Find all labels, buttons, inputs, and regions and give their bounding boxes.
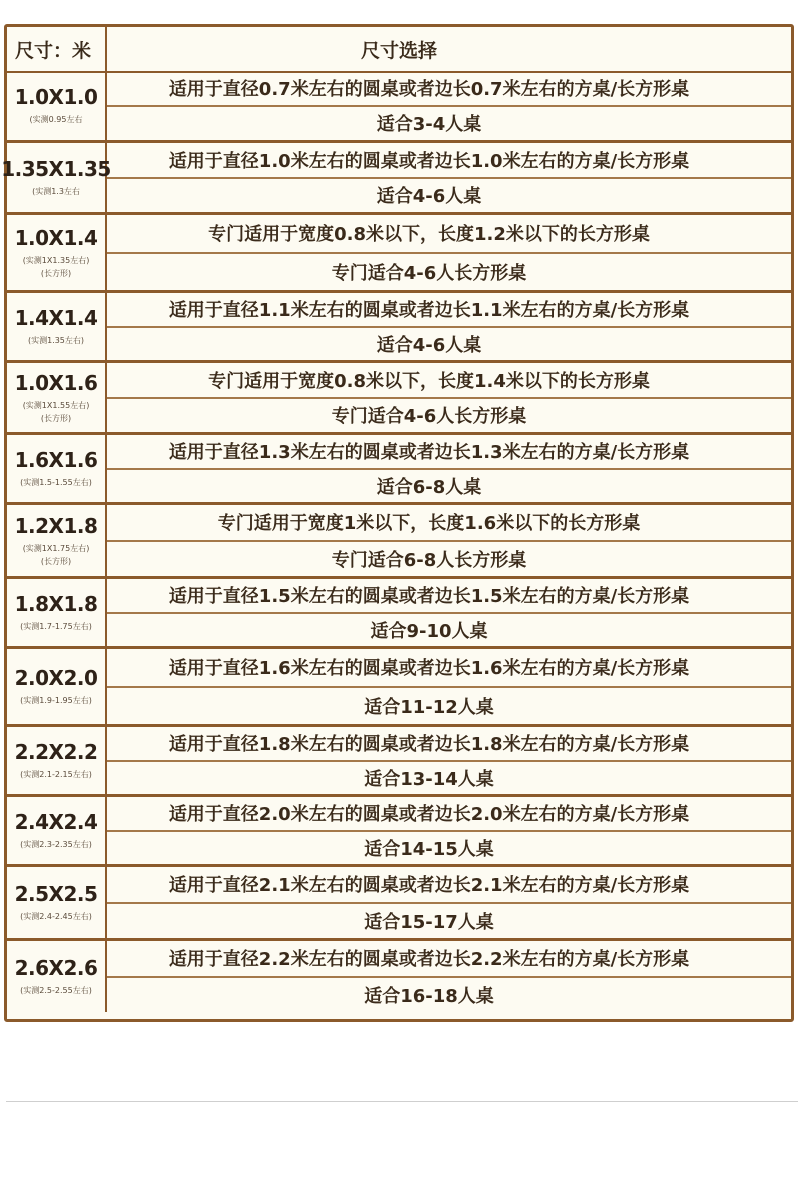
bottom-divider bbox=[6, 1101, 798, 1102]
measured-note bbox=[20, 838, 92, 851]
description-cell bbox=[107, 505, 791, 576]
description-cell bbox=[107, 143, 791, 212]
table-row bbox=[7, 797, 791, 867]
description-cell bbox=[107, 797, 791, 864]
description-cell bbox=[107, 727, 791, 794]
description-cell bbox=[107, 293, 791, 360]
measured-note bbox=[20, 694, 92, 707]
description-cell bbox=[107, 215, 791, 290]
measured-note bbox=[23, 254, 90, 280]
table-row bbox=[7, 941, 791, 1012]
description-cell bbox=[107, 941, 791, 1012]
measured-note bbox=[23, 542, 90, 568]
measured-note-line: (实测1.3左右 bbox=[32, 187, 80, 196]
suitable-table-text: 适用于直径1.8米左右的圆桌或者边长1.8米左右的方桌/长方形桌 bbox=[107, 727, 791, 762]
size-cell bbox=[7, 293, 107, 360]
seating-capacity-text: 专门适合6-8人长方形桌 bbox=[331, 549, 527, 571]
suitable-table-text: 适用于直径2.2米左右的圆桌或者边长2.2米左右的方桌/长方形桌 bbox=[107, 941, 791, 978]
table-row bbox=[7, 293, 791, 363]
size-cell bbox=[7, 867, 107, 938]
table-row bbox=[7, 579, 791, 649]
measured-note bbox=[28, 334, 84, 347]
suitable-table-text: 适用于直径2.1米左右的圆桌或者边长2.1米左右的方桌/长方形桌 bbox=[107, 867, 791, 904]
measured-note bbox=[23, 399, 90, 425]
size-value: 2.6X2.6 bbox=[14, 956, 98, 980]
table-row bbox=[7, 363, 791, 435]
table-row bbox=[7, 71, 791, 143]
measured-note-line: (实测0.95左右 bbox=[29, 115, 83, 124]
seating-capacity-text: 专门适合4-6人长方形桌 bbox=[331, 262, 527, 284]
measured-note bbox=[20, 984, 92, 997]
size-value: 1.0X1.0 bbox=[14, 85, 98, 109]
table-row bbox=[7, 215, 791, 293]
size-value: 1.2X1.8 bbox=[14, 513, 98, 538]
measured-note-line: (实测1.35左右) bbox=[27, 336, 85, 345]
size-cell bbox=[7, 71, 107, 140]
measured-note-line: (长方形) bbox=[40, 413, 72, 423]
measured-note-line: (实测1X1.55左右) bbox=[22, 400, 90, 410]
measured-note-line: (实测1X1.75左右) bbox=[22, 543, 90, 553]
size-value: 2.2X2.2 bbox=[14, 740, 98, 764]
measured-note-line: (实测2.1-2.15左右) bbox=[20, 770, 92, 779]
size-cell bbox=[7, 363, 107, 432]
table-row bbox=[7, 649, 791, 727]
measured-note bbox=[30, 113, 83, 126]
measured-note-line: (长方形) bbox=[40, 556, 72, 566]
size-value: 1.0X1.6 bbox=[14, 370, 98, 395]
seating-capacity-text: 适合6-8人桌 bbox=[376, 476, 482, 498]
description-cell bbox=[107, 71, 791, 140]
measured-note-line: (实测1.9-1.95左右) bbox=[20, 696, 92, 705]
table-body bbox=[1, 71, 791, 1012]
suitable-table-text: 适用于直径0.7米左右的圆桌或者边长0.7米左右的方桌/长方形桌 bbox=[107, 71, 791, 107]
seating-capacity-text: 适合14-15人桌 bbox=[364, 838, 494, 860]
description-cell bbox=[107, 579, 791, 646]
measured-note-line: (实测1X1.35左右) bbox=[22, 255, 90, 265]
suitable-table-text: 适用于直径1.6米左右的圆桌或者边长1.6米左右的方桌/长方形桌 bbox=[107, 649, 791, 688]
table-row bbox=[7, 435, 791, 505]
size-value: 2.0X2.0 bbox=[14, 666, 98, 690]
size-cell bbox=[7, 941, 107, 1012]
seating-capacity-text: 专门适合4-6人长方形桌 bbox=[331, 406, 527, 428]
table-row bbox=[7, 505, 791, 579]
size-cell bbox=[7, 797, 107, 864]
size-cell bbox=[7, 649, 107, 724]
suitable-table-text: 适用于直径1.5米左右的圆桌或者边长1.5米左右的方桌/长方形桌 bbox=[107, 579, 791, 614]
seating-capacity-text: 适合16-18人桌 bbox=[364, 985, 494, 1007]
description-cell bbox=[107, 867, 791, 938]
size-cell bbox=[7, 727, 107, 794]
table-row bbox=[7, 727, 791, 797]
measured-note-line: (实测1.5-1.55左右) bbox=[20, 478, 92, 487]
size-table bbox=[1, 24, 794, 1022]
measured-note-line: (长方形) bbox=[40, 268, 72, 278]
seating-capacity-text: 适合13-14人桌 bbox=[364, 768, 494, 790]
suitable-table-text: 适用于直径1.0米左右的圆桌或者边长1.0米左右的方桌/长方形桌 bbox=[107, 143, 791, 179]
size-column-header: 尺寸：米 bbox=[7, 27, 107, 71]
size-value: 1.8X1.8 bbox=[14, 592, 98, 616]
size-cell bbox=[7, 435, 107, 502]
seating-capacity-text: 适合3-4人桌 bbox=[376, 114, 482, 136]
suitable-table-text: 适用于直径1.1米左右的圆桌或者边长1.1米左右的方桌/长方形桌 bbox=[107, 293, 791, 328]
table-row bbox=[7, 867, 791, 941]
description-cell bbox=[107, 363, 791, 432]
seating-capacity-text: 适合11-12人桌 bbox=[364, 696, 494, 718]
measured-note-line: (实测2.3-2.35左右) bbox=[20, 840, 92, 849]
description-cell bbox=[107, 649, 791, 724]
seating-capacity-text: 适合4-6人桌 bbox=[376, 186, 482, 208]
size-cell bbox=[7, 505, 107, 576]
size-value: 1.35X1.35 bbox=[1, 157, 111, 181]
size-value: 2.5X2.5 bbox=[14, 882, 98, 906]
measured-note bbox=[20, 910, 92, 923]
measured-note bbox=[32, 185, 80, 198]
suitable-table-text: 适用于直径1.3米左右的圆桌或者边长1.3米左右的方桌/长方形桌 bbox=[107, 435, 791, 470]
measured-note bbox=[20, 476, 92, 489]
table-row bbox=[1, 143, 791, 215]
seating-capacity-text: 适合4-6人桌 bbox=[376, 334, 482, 356]
choice-column-header: 尺寸选择 bbox=[360, 39, 437, 62]
measured-note-line: (实测1.7-1.75左右) bbox=[20, 622, 92, 631]
size-value: 1.4X1.4 bbox=[14, 306, 98, 330]
table-header bbox=[7, 27, 791, 73]
size-value: 1.6X1.6 bbox=[14, 448, 98, 472]
description-cell bbox=[107, 435, 791, 502]
suitable-table-text: 专门适用于宽度0.8米以下，长度1.4米以下的长方形桌 bbox=[107, 363, 791, 399]
size-value: 2.4X2.4 bbox=[14, 810, 98, 834]
size-value: 1.0X1.4 bbox=[14, 225, 98, 250]
measured-note-line: (实测2.4-2.45左右) bbox=[20, 912, 92, 921]
measured-note bbox=[20, 768, 92, 781]
measured-note bbox=[20, 620, 92, 633]
size-cell bbox=[1, 143, 111, 212]
suitable-table-text: 适用于直径2.0米左右的圆桌或者边长2.0米左右的方桌/长方形桌 bbox=[107, 797, 791, 832]
size-cell bbox=[7, 579, 107, 646]
seating-capacity-text: 适合15-17人桌 bbox=[364, 911, 494, 933]
measured-note-line: (实测2.5-2.55左右) bbox=[20, 986, 92, 995]
seating-capacity-text: 适合9-10人桌 bbox=[370, 620, 488, 642]
suitable-table-text: 专门适用于宽度1米以下，长度1.6米以下的长方形桌 bbox=[107, 505, 791, 542]
suitable-table-text: 专门适用于宽度0.8米以下，长度1.2米以下的长方形桌 bbox=[107, 215, 791, 254]
size-cell bbox=[7, 215, 107, 290]
